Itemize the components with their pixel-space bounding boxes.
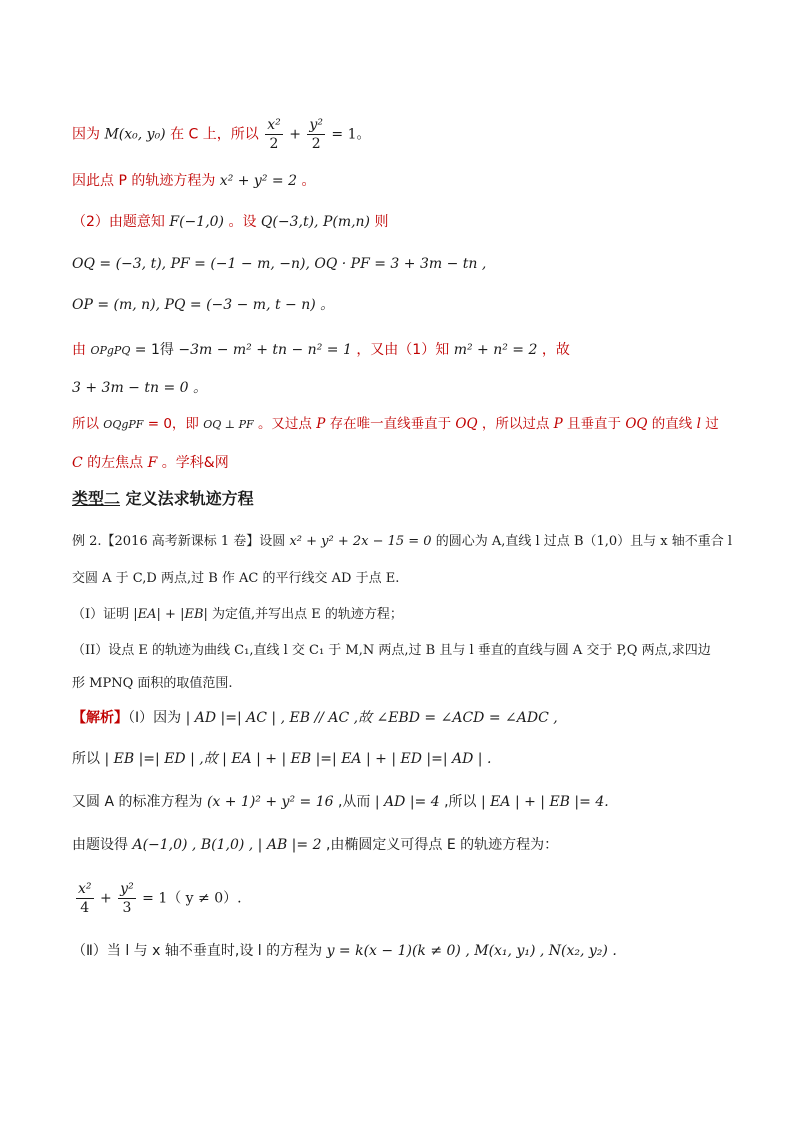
plus: + <box>289 126 301 143</box>
text: 存在唯一直线垂直于 <box>329 416 452 432</box>
section-heading <box>72 488 254 510</box>
math: | EB |=| ED | ,故 | EA | + | EB |=| EA | + | ED |=| AD | . <box>104 751 492 767</box>
solution-line-5 <box>74 880 242 917</box>
text: ,所以 <box>444 794 477 810</box>
math: P <box>553 416 563 432</box>
solution-line-3 <box>72 791 609 813</box>
math: M(x₀, y₀) <box>104 126 166 143</box>
text: 。又过点 <box>257 416 312 432</box>
text: 因为 <box>72 126 100 143</box>
math: Q(−3,t), P(m,n) <box>260 214 371 230</box>
solution-line-4 <box>72 834 558 856</box>
math: x² + y² = 2 <box>219 173 297 189</box>
math: 3 + 3m − tn = 0 。 <box>72 380 207 396</box>
line-1 <box>72 116 370 153</box>
vector-equations: OQ = (−3, t), PF = (−1 − m, −n), OQ · PF = 3 + 3m − tn , <box>72 256 487 272</box>
heading-label: 类型二 <box>72 489 121 508</box>
math: A(−1,0) , B(1,0) , | AB |= 2 <box>132 837 322 853</box>
math: P <box>316 416 326 432</box>
text: 又圆 A 的标准方程为 <box>72 794 203 810</box>
example-line-2 <box>72 568 399 590</box>
text: ，又由（1）知 <box>356 342 450 358</box>
text: （2）由题意知 <box>72 214 165 230</box>
math: C <box>72 455 83 471</box>
math: OPgPQ <box>90 344 131 357</box>
math: OQ <box>625 416 648 432</box>
text: 则 <box>374 214 389 230</box>
text: 过 <box>705 416 719 432</box>
text: 由题设得 <box>72 837 128 853</box>
line-4 <box>72 253 486 275</box>
text: （Ⅱ）当 l 与 x 轴不垂直时,设 l 的方程为 <box>72 943 323 959</box>
math: −3m − m² + tn − n² = 1 <box>178 342 352 358</box>
text: （Ⅰ）因为 <box>128 710 182 726</box>
example-line-1 <box>72 531 732 553</box>
text: 为定值,并写出点 E 的轨迹方程； <box>212 607 403 622</box>
math: | EA | + | EB |= 4. <box>481 794 609 810</box>
fraction <box>118 880 136 917</box>
math: x² + y² + 2x − 15 = 0 <box>289 534 432 549</box>
text: 因此点 P 的轨迹方程为 <box>72 173 216 189</box>
line-8 <box>72 413 719 436</box>
math: l <box>696 416 701 432</box>
line-6 <box>72 339 570 362</box>
solution-line-1 <box>72 707 558 729</box>
text: 且垂直于 <box>567 416 622 432</box>
text: 所以 <box>72 416 99 432</box>
math: OQ <box>455 416 478 432</box>
math: | AD |=| AC | , EB // AC ,故 ∠EBD = ∠ACD = ∠ADC , <box>185 710 558 726</box>
solution-line-6 <box>72 940 617 962</box>
text: 在 C 上，所以 <box>170 126 259 143</box>
fraction <box>307 116 325 153</box>
math: = 1（ y ≠ 0）. <box>142 890 242 907</box>
denominator: 2 <box>311 136 321 152</box>
line-7 <box>72 377 207 399</box>
text: 所以 <box>72 751 100 767</box>
text: ,从而 <box>337 794 371 810</box>
text: 的圆心为 A,直线 l 过点 B（1,0）且与 x 轴不重合 l <box>435 534 733 549</box>
text: ,由椭圆定义可得点 E 的轨迹方程为： <box>325 837 559 853</box>
line-3 <box>72 211 388 233</box>
plus: + <box>99 890 112 907</box>
example-line-3 <box>72 604 403 626</box>
numerator: y² <box>120 881 134 897</box>
solution-line-2 <box>72 748 491 770</box>
fraction <box>76 880 94 917</box>
line-9 <box>72 452 229 474</box>
denominator: 3 <box>122 900 132 916</box>
text: 的左焦点 <box>87 455 144 471</box>
math: (x + 1)² + y² = 16 <box>206 794 334 810</box>
text: = 0，即 <box>147 416 199 432</box>
heading-title: 定义法求轨迹方程 <box>120 489 254 508</box>
text: ，故 <box>541 342 570 358</box>
math: OQgPF <box>103 418 144 431</box>
math: | AD |= 4 <box>374 794 440 810</box>
math: |EA| + |EB| <box>133 607 208 622</box>
example-line-5 <box>72 673 233 695</box>
numerator: y² <box>309 117 323 133</box>
denominator: 4 <box>80 900 90 916</box>
text: （II）设点 E 的轨迹为曲线 C₁,直线 l 交 C₁ 于 M,N 两点,过 B 且与 l 垂直的直线与圆 A 交于 P,Q 两点,求四边 <box>72 643 711 658</box>
math: F(−1,0) <box>169 214 225 230</box>
text: 的直线 <box>651 416 693 432</box>
fraction <box>265 116 283 153</box>
solution-label: 【解析】 <box>72 710 128 726</box>
math: = 1。 <box>331 126 371 143</box>
line-2 <box>72 170 315 192</box>
text: 例 2.【2016 高考新课标 1 卷】设圆 <box>72 534 286 549</box>
math: F <box>147 455 158 471</box>
example-line-4 <box>72 640 711 662</box>
text: = 1得 <box>134 342 174 358</box>
math: OQ ⊥ PF <box>203 418 254 431</box>
vector-equations: OP = (m, n), PQ = (−3 − m, t − n) 。 <box>72 297 335 313</box>
text: 。设 <box>228 214 257 230</box>
math: m² + n² = 2 <box>453 342 538 358</box>
text: 由 <box>72 342 86 358</box>
text: ，所以过点 <box>481 416 550 432</box>
text: 。 <box>301 173 316 189</box>
text: 。学科&网 <box>161 455 229 471</box>
text: 交圆 A 于 C,D 两点,过 B 作 AC 的平行线交 AD 于点 E. <box>72 571 400 586</box>
text: 形 MPNQ 面积的取值范围. <box>72 676 233 691</box>
math: y = k(x − 1)(k ≠ 0) , M(x₁, y₁) , N(x₂, y₂) . <box>326 943 617 959</box>
numerator: x² <box>78 881 92 897</box>
denominator: 2 <box>269 136 279 152</box>
line-5 <box>72 294 334 316</box>
text: （I）证明 <box>72 607 130 622</box>
numerator: x² <box>267 117 281 133</box>
